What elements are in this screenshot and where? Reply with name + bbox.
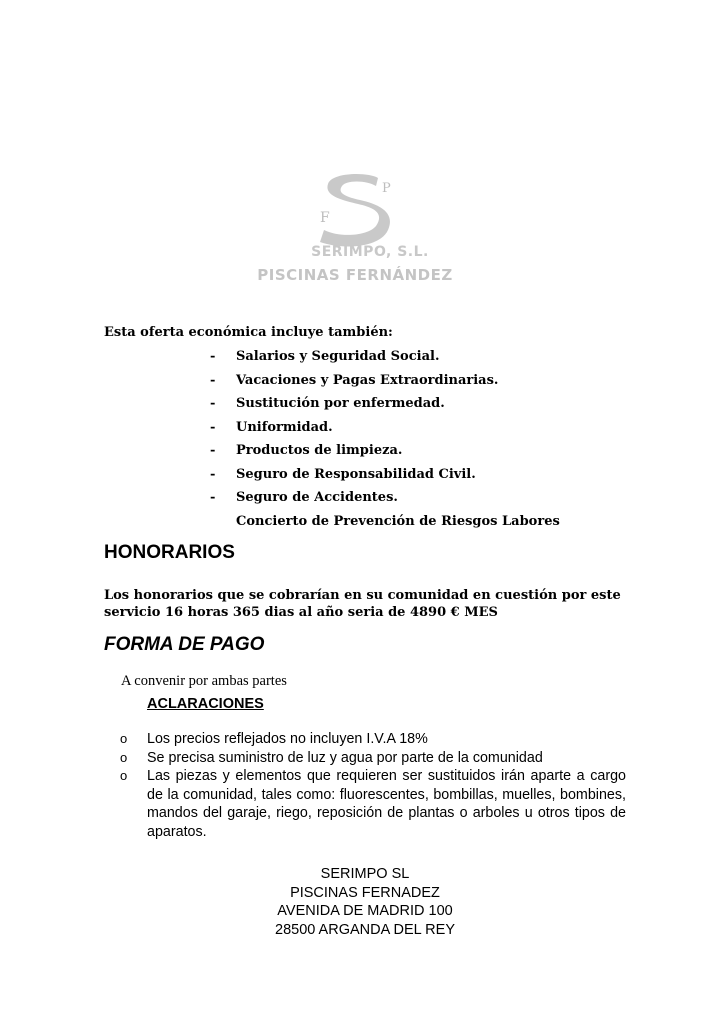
list-item: - Uniformidad. <box>210 419 333 435</box>
list-item: - Sustitución por enfermedad. <box>210 396 445 411</box>
svg-text:P: P <box>382 181 391 196</box>
included-item-label: Uniformidad. <box>236 419 333 435</box>
included-item-label: Vacaciones y Pagas Extraordinarias. <box>236 372 499 388</box>
company-address-footer <box>200 865 530 939</box>
circle-bullet-icon: o <box>120 768 128 783</box>
included-items-list <box>210 349 498 514</box>
honorarios-heading: HONORARIOS <box>104 542 235 563</box>
list-item: - Productos de limpieza. <box>210 443 403 458</box>
logo-company-name: SERIMPO, S.L. <box>311 244 429 260</box>
included-item-label: Productos de limpieza. <box>236 443 403 458</box>
included-item-label: Seguro de Accidentes. <box>236 490 398 505</box>
honorarios-text: Los honorarios que se cobrarían en su comunidad en cuestión por este servicio 16 horas 365 dias al año seria de 4890 € MES <box>104 588 621 620</box>
list-item <box>120 767 626 841</box>
footer-street: AVENIDA DE MADRID 100 <box>277 903 453 919</box>
included-item-label: Sustitución por enfermedad. <box>236 396 445 411</box>
included-item-label: Seguro de Responsabilidad Civil. <box>236 466 476 482</box>
list-item: - Seguro de Accidentes. <box>210 490 398 505</box>
offer-intro: Esta oferta económica incluye también: <box>104 325 393 340</box>
extra-included-item: Concierto de Prevención de Riesgos Labores <box>236 514 560 529</box>
list-item: - Salarios y Seguridad Social. <box>210 349 440 364</box>
aclaracion-text: Se precisa suministro de luz y agua por parte de la comunidad <box>147 749 543 766</box>
svg-text:F: F <box>320 210 330 226</box>
aclaracion-text: Las piezas y elementos que requieren ser sustituidos irán aparte a cargo de la comunidad, tales como: fluorescentes, bombillas, muelles, bombines, mandos del garaje, riego, reposición de plantas o arboles u otros tipos de aparatos. <box>147 768 626 840</box>
list-item <box>120 730 626 749</box>
aclaraciones-heading: ACLARACIONES <box>147 696 264 712</box>
forma-pago-heading: FORMA DE PAGO <box>104 634 265 655</box>
forma-pago-text: A convenir por ambas partes <box>121 673 287 689</box>
list-item: - Vacaciones y Pagas Extraordinarias. <box>210 372 499 388</box>
circle-bullet-icon: o <box>120 749 128 765</box>
list-item <box>120 749 626 768</box>
logo-brand-name: PISCINAS FERNÁNDEZ <box>257 266 453 284</box>
footer-company-name: SERIMPO SL <box>320 866 410 882</box>
list-item: - Seguro de Responsabilidad Civil. <box>210 466 476 482</box>
aclaracion-text: Los precios reflejados no incluyen I.V.A 18% <box>147 731 428 747</box>
footer-city: 28500 ARGANDA DEL REY <box>275 921 455 938</box>
included-item-label: Salarios y Seguridad Social. <box>236 349 440 364</box>
footer-brand-name: PISCINAS FERNADEZ <box>290 884 440 901</box>
company-logo <box>250 170 460 290</box>
aclaraciones-list <box>120 730 626 841</box>
serimpo-sp-logo-icon <box>250 170 460 250</box>
circle-bullet-icon: o <box>120 731 128 746</box>
